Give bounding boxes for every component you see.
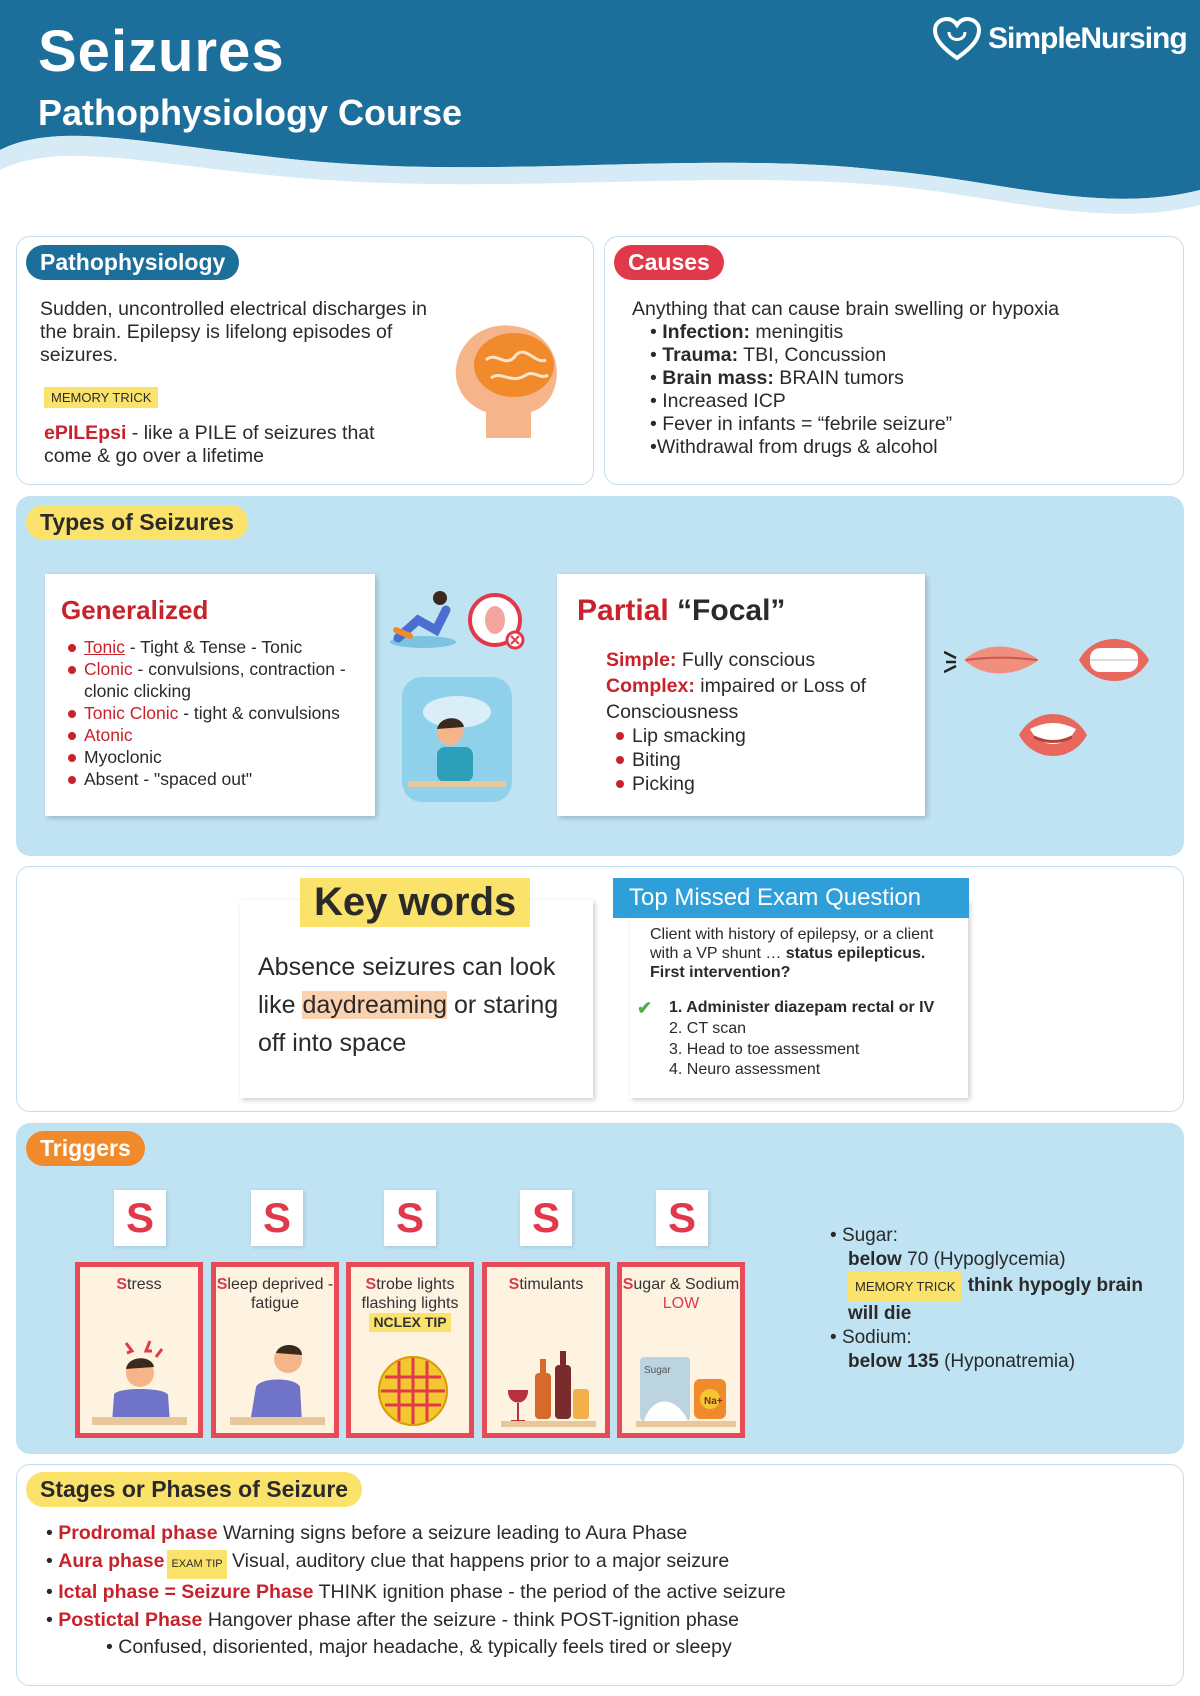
keywords-text: Absence seizures can look like daydreaming or staring off into space (258, 953, 559, 1057)
trigger-card-sleep: Sleep deprived - fatigue (211, 1262, 339, 1438)
page-title: Seizures (38, 19, 285, 84)
cause-item: •Withdrawal from drugs & alcohol (650, 436, 938, 458)
check-icon: ✔ (637, 998, 653, 1018)
exam-option: 3. Head to toe assessment (669, 1040, 860, 1058)
s-letter: S (520, 1190, 572, 1246)
tired-person-icon (230, 1335, 325, 1427)
keywords-title: Key words (300, 878, 530, 927)
exam-correct-answer: 1. Administer diazepam rectal or IV (669, 999, 935, 1016)
stage-item: • Aura phase EXAM TIP Visual, auditory clue that happens prior to a major seizure (46, 1548, 1166, 1580)
generalized-item: Tonic - Tight & Tense - Tonic (66, 636, 376, 658)
partial-item: Biting (614, 748, 864, 772)
s-letter: S (384, 1190, 436, 1246)
causes-intro: Anything that can cause brain swelling or hypoxia (632, 298, 1060, 320)
s-letter: S (656, 1190, 708, 1246)
s-letter: S (114, 1190, 166, 1246)
disco-ball-icon (373, 1351, 453, 1431)
cause-item: • Trauma: TBI, Concussion (650, 344, 887, 366)
partial-list (614, 724, 864, 796)
memory-trick-tag: MEMORY TRICK (848, 1272, 962, 1302)
pathophysiology-text: Sudden, uncontrolled electrical discharges in the brain. Epilepsy is lifelong episodes of seizures. (40, 298, 427, 366)
trigger-card-strobe: Strobe lights flashing lights NCLEX TIP (346, 1262, 474, 1438)
memory-trick-text: ePILEpsi - like a PILE of seizures that come & go over a lifetime (44, 422, 375, 467)
generalized-item: Tonic Clonic - tight & convulsions (66, 702, 376, 724)
generalized-item: Myoclonic (66, 746, 376, 768)
biting-mouth-icon (1076, 632, 1152, 690)
triggers-label: Triggers (26, 1131, 145, 1166)
cause-item: • Infection: meningitis (650, 321, 844, 343)
brand-name: SimpleNursing (988, 22, 1187, 55)
brain-head-icon (446, 320, 566, 440)
heart-stethoscope-icon (932, 16, 982, 62)
trigger-card-sugar-sodium: Sugar & Sodium LOW Sugar Na+ (617, 1262, 745, 1438)
sugar-bag-label: Sugar (644, 1365, 671, 1376)
exam-title: Top Missed Exam Question (613, 878, 969, 918)
lip-smacking-icon (944, 640, 1044, 680)
exam-option: 4. Neuro assessment (669, 1061, 821, 1078)
keywords-exam-card (16, 866, 1184, 1112)
spaced-out-person-icon (402, 677, 512, 802)
causes-list (650, 321, 1170, 459)
open-mouth-icon (1016, 707, 1090, 765)
s-letter: S (251, 1190, 303, 1246)
partial-title: Partial “Focal” (577, 594, 786, 627)
stage-item: • Ictal phase = Seizure Phase THINK ignition phase - the period of the active seizure (46, 1581, 786, 1603)
nclex-tip-tag: NCLEX TIP (369, 1313, 450, 1332)
sodium-tag: Na+ (704, 1396, 723, 1407)
generalized-list (66, 636, 376, 790)
cause-item: • Fever in infants = “febrile seizure” (650, 413, 953, 435)
trigger-card-stimulants: Stimulants (482, 1262, 610, 1438)
no-seizure-icon (467, 592, 527, 652)
stages-list (46, 1520, 1166, 1662)
generalized-item: Absent - "spaced out" (66, 768, 376, 790)
causes-label: Causes (614, 245, 724, 280)
trigger-card-stress: Stress (75, 1262, 203, 1438)
exam-question: Client with history of epilepsy, or a client with a VP shunt … status epilepticus. First intervention? (650, 926, 934, 981)
generalized-title: Generalized (61, 595, 209, 625)
generalized-item: Atonic (66, 724, 376, 746)
drinks-icon (501, 1345, 596, 1430)
fallen-person-icon (388, 590, 463, 650)
exam-options (669, 1019, 859, 1081)
page-subtitle: Pathophysiology Course (38, 92, 463, 133)
generalized-item: Clonic - convulsions, contraction - clonic clicking (66, 658, 376, 702)
partial-item: Lip smacking (614, 724, 864, 748)
memory-trick-tag: MEMORY TRICK (44, 387, 158, 408)
triggers-notes: • Sugar: below 70 (Hypoglycemia) MEMORY TRICK think hypogly brain will die • Sodium: below 135 (Hyponatremia) (830, 1225, 1143, 1372)
stage-sub-item: • Confused, disoriented, major headache, & typically feels tired or sleepy (106, 1636, 732, 1658)
types-label: Types of Seizures (26, 505, 248, 540)
pathophysiology-label: Pathophysiology (26, 245, 239, 280)
stages-label: Stages or Phases of Seizure (26, 1472, 362, 1507)
sugar-sodium-icon (636, 1345, 736, 1430)
exam-option: 2. CT scan (669, 1020, 747, 1037)
stressed-person-icon (92, 1335, 187, 1427)
stage-item: • Prodromal phase Warning signs before a seizure leading to Aura Phase (46, 1522, 688, 1544)
partial-description: Simple: Fully conscious Complex: impaired or Loss of Consciousness (606, 649, 867, 723)
cause-item: • Brain mass: BRAIN tumors (650, 367, 904, 389)
cause-item: • Increased ICP (650, 390, 786, 412)
stage-item: • Postictal Phase Hangover phase after the seizure - think POST-ignition phase (46, 1608, 739, 1631)
exam-tip-tag: EXAM TIP (167, 1550, 226, 1580)
partial-item: Picking (614, 772, 864, 796)
brand-logo (932, 16, 1187, 62)
